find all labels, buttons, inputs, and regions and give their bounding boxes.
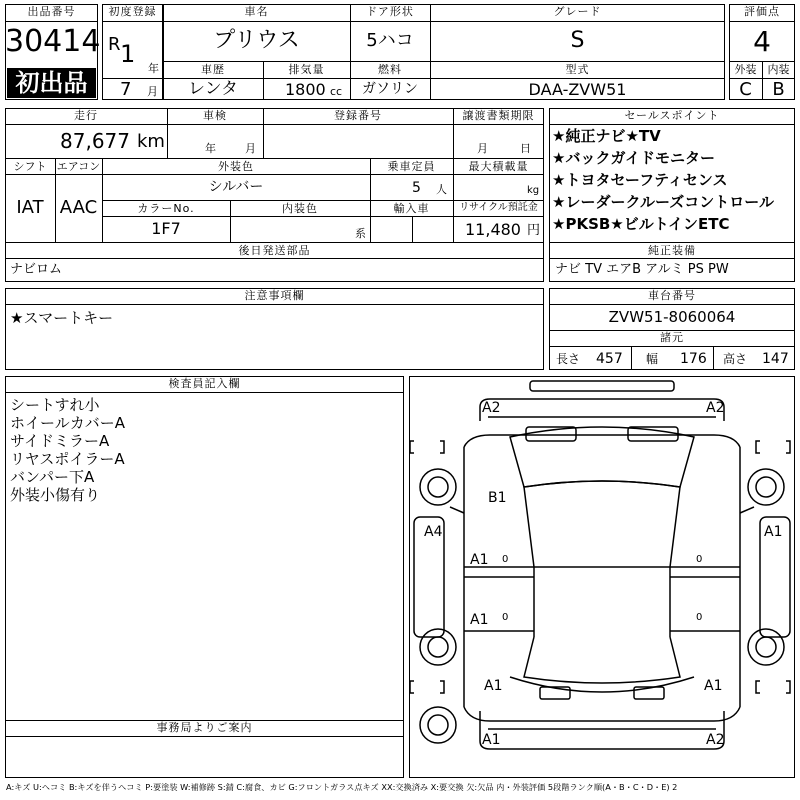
fuel: ガソリン [362, 81, 418, 97]
width-label: 幅 [646, 352, 659, 366]
sales-point: ★純正ナビ★TV [552, 127, 661, 145]
inspector-note: バンパー下A [10, 468, 95, 486]
history: レンタ [188, 79, 238, 99]
later-parts-label: 後日発送部品 [238, 244, 311, 257]
inspection-month-unit: 月 [245, 142, 256, 155]
fuel-label: 燃料 [378, 63, 402, 76]
color-number: 1F7 [151, 219, 181, 238]
registration-month: 7 [120, 79, 132, 100]
exterior-grade: C [739, 79, 752, 100]
exterior-color-label: 外装色 [218, 160, 254, 173]
inspector-note: サイドミラーA [10, 432, 110, 450]
recycle-deposit-label: リサイクル預託金 [459, 202, 538, 213]
damage-mark-front-left: A2 [482, 400, 501, 416]
length-label: 長さ [556, 352, 581, 366]
interior-label: 内装 [767, 63, 790, 76]
score: 4 [753, 25, 771, 58]
mileage-unit: km [137, 131, 165, 152]
damage-mark-left-fender: A4 [424, 524, 443, 540]
height: 147 [762, 351, 789, 367]
notes: ★スマートキー [10, 309, 114, 327]
history-label: 車歴 [201, 63, 225, 76]
damage-mark-front-right: A2 [706, 400, 725, 416]
era: R [108, 34, 121, 55]
grade: S [570, 28, 585, 53]
sales-point: ★レーダークルーズコントロール [552, 193, 774, 211]
office-notice-label: 事務局よりご案内 [156, 721, 253, 734]
interior-color-label: 内装色 [282, 202, 318, 215]
width: 176 [680, 351, 707, 367]
height-label: 高さ [723, 352, 748, 366]
seats-unit: 人 [436, 183, 447, 196]
inspector-notes [10, 396, 125, 504]
damage-mark-hood: B1 [488, 490, 507, 506]
door-handle-mark: 0 [696, 612, 703, 623]
inspection-label: 車検 [203, 109, 227, 122]
import-label: 輸入車 [393, 202, 430, 215]
notes-label: 注意事項欄 [244, 289, 305, 302]
equipment: ナビ TV エアB アルミ PS PW [555, 262, 729, 277]
specs-label: 諸元 [660, 331, 684, 344]
equipment-label: 純正装備 [648, 244, 696, 257]
seats: 5 [412, 180, 421, 196]
auction-number: 30414 [5, 24, 101, 59]
mileage: 87,677 [60, 129, 130, 153]
transfer-day-unit: 日 [520, 142, 531, 155]
sales-point: ★トヨタセーフティセンス [552, 171, 728, 189]
grade-label: グレード [553, 5, 602, 18]
chassis-number: ZVW51-8060064 [608, 308, 736, 326]
model-code: DAA-ZVW51 [528, 80, 627, 99]
door-type-label: ドア形状 [366, 5, 414, 18]
ac-label: エアコン [56, 160, 101, 173]
car-name: プリウス [213, 28, 300, 53]
interior-color-unit: 系 [355, 227, 366, 240]
chassis-number-label: 車台番号 [648, 289, 696, 302]
damage-mark-rear-right: A2 [706, 732, 725, 748]
car-outline-diagram [410, 377, 794, 777]
damage-mark-front-door: A1 [470, 552, 489, 568]
inspector-note: 外装小傷有り [10, 486, 101, 504]
exterior-label: 外装 [734, 63, 757, 76]
door-handle-mark: 0 [502, 612, 509, 623]
shift-label: シフト [13, 160, 47, 173]
exterior-color: シルバー [208, 179, 264, 195]
first-registration-label: 初度登録 [108, 5, 157, 18]
month-unit: 月 [147, 85, 158, 98]
color-number-label: カラーNo. [137, 202, 195, 215]
max-load-unit: kg [527, 185, 540, 196]
auction-number-label: 出品番号 [27, 5, 76, 18]
door-handle-mark: 0 [502, 554, 509, 565]
shift: IAT [16, 197, 44, 218]
door-handle-mark: 0 [696, 554, 703, 565]
registration-number-label: 登録番号 [334, 109, 382, 122]
inspection-year-unit: 年 [205, 142, 216, 155]
model-label: 型式 [565, 63, 590, 76]
first-listing-badge: 初出品 [7, 68, 96, 98]
damage-mark-rear-left: A1 [482, 732, 501, 748]
recycle-deposit: 11,480 [465, 220, 521, 239]
recycle-deposit-unit: 円 [527, 223, 541, 238]
score-label: 評価点 [744, 5, 780, 18]
interior-grade: B [772, 79, 785, 100]
seats-label: 乗車定員 [387, 160, 436, 173]
damage-mark-rear-left-quarter: A1 [484, 678, 503, 694]
sales-point: ★バックガイドモニター [552, 149, 715, 167]
later-parts: ナビロム [10, 262, 63, 277]
ac: AAC [59, 197, 98, 218]
mileage-label: 走行 [74, 109, 98, 122]
displacement-label: 排気量 [288, 63, 325, 76]
length: 457 [596, 351, 623, 367]
transfer-deadline-label: 譲渡書類期限 [462, 109, 535, 122]
damage-mark-right-fender: A1 [764, 524, 783, 540]
displacement: 1800 [285, 80, 326, 99]
displacement-unit: cc [330, 85, 343, 98]
transfer-month-unit: 月 [477, 142, 488, 155]
damage-mark-rear-door: A1 [470, 612, 489, 628]
max-load-label: 最大積載量 [468, 160, 529, 173]
car-name-label: 車名 [244, 5, 269, 18]
inspector-label: 検査員記入欄 [168, 377, 241, 390]
sales-points-list [552, 129, 795, 239]
door-type: 5ハコ [366, 30, 414, 51]
sales-points-label: セールスポイント [624, 109, 720, 122]
inspector-note: リヤスポイラーA [10, 450, 125, 468]
sales-point: ★PKSB★ビルトインETC [552, 215, 730, 233]
damage-mark-rear-right-quarter: A1 [704, 678, 723, 694]
inspector-note: ホイールカバーA [10, 414, 125, 432]
registration-year: 1 [120, 40, 136, 68]
damage-diagram [409, 376, 795, 778]
year-unit: 年 [148, 62, 159, 75]
inspector-note: シートすれ小 [10, 396, 100, 414]
legend: A:キズ U:ヘコミ B:キズを伴うヘコミ P:要塗装 W:補修跡 S:錆 C:腐食、カビ G:フロントガラス点キズ XX:交換済み X:要交換 欠:欠品 内・外装評価 5段階ランク順(A・B・C・D・E) 2 [6, 782, 678, 792]
